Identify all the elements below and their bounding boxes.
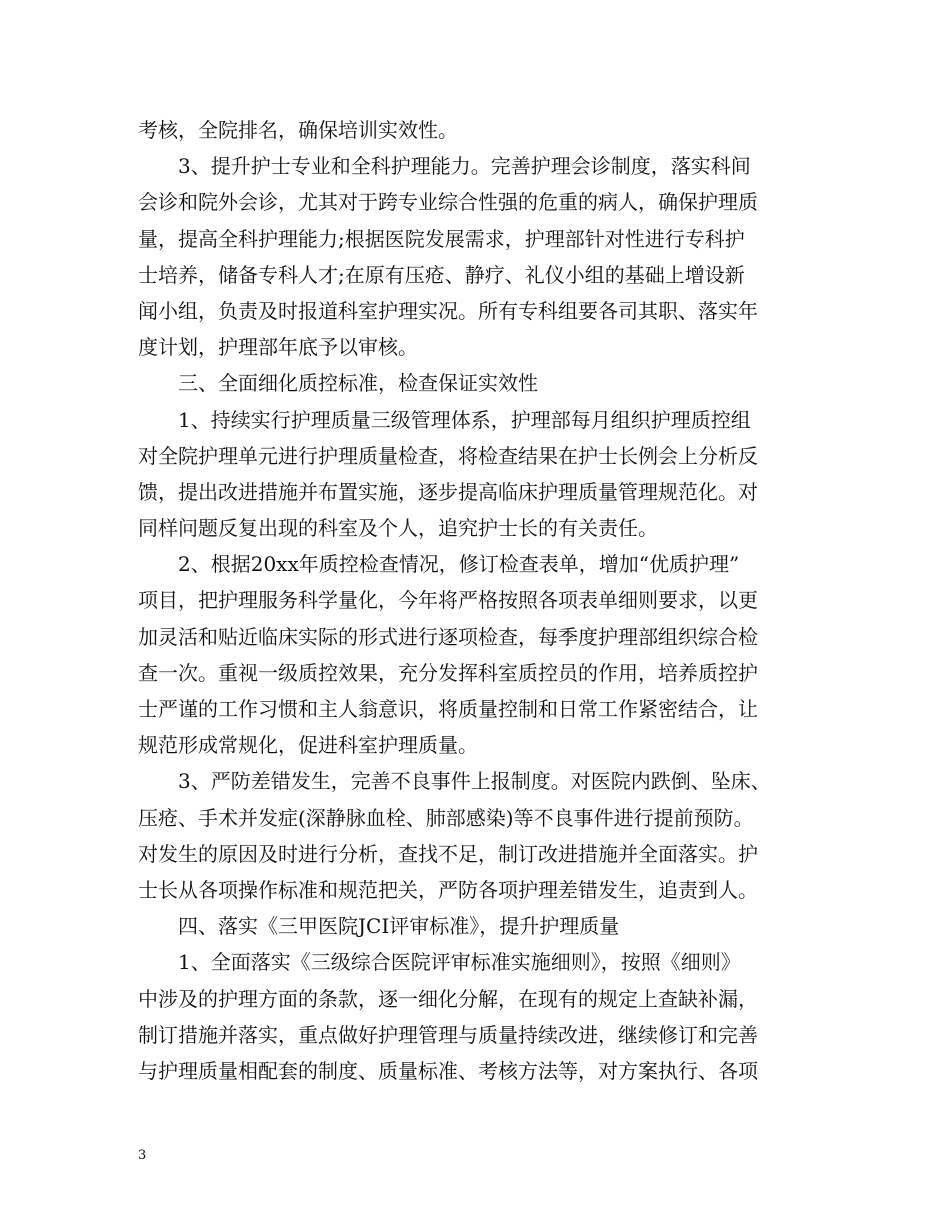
text-line: 士严谨的工作习惯和主人翁意识，将质量控制和日常工作紧密结合，让: [138, 697, 758, 721]
text-line: 同样问题反复出现的科室及个人，追究护士长的有关责任。: [138, 516, 658, 541]
text-line: 规范形成常规化，促进科室护理质量。: [138, 733, 478, 758]
text-line: 对全院护理单元进行护理质量检查，将检查结果在护士长例会上分析反: [138, 443, 758, 468]
text-line: 对发生的原因及时进行分析，查找不足，制订改进措施并全面落实。护: [138, 841, 758, 866]
text-line: 项目，把护理服务科学量化，今年将严格按照各项表单细则要求，以更: [138, 588, 758, 613]
text-line: 闻小组，负责及时报道科室护理实况。所有专科组要各司其职、落实年: [138, 298, 758, 323]
text-line: 士长从各项操作标准和规范把关，严防各项护理差错发生，追责到人。: [138, 877, 758, 902]
text-line: 士培养，储备专科人才;在原有压疮、静疗、礼仪小组的基础上增设新: [138, 262, 745, 287]
paragraph-start-line: 2、根据20xx年质控检查情况，修订检查表单，增加“优质护理”: [178, 552, 740, 577]
text-line: 馈，提出改进措施并布置实施，逐步提高临床护理质量管理规范化。对: [138, 479, 758, 504]
paragraph-start-line: 3、提升护士专业和全科护理能力。完善护理会诊制度，落实科间: [178, 154, 751, 179]
page-number: 3: [138, 1148, 147, 1163]
text-line: 量，提高全科护理能力;根据医院发展需求，护理部针对性进行专科护: [138, 226, 745, 251]
section-heading: 三、全面细化质控标准，检查保证实效性: [178, 371, 538, 396]
text-line: 制订措施并落实，重点做好护理管理与质量持续改进，继续修订和完善: [138, 1022, 758, 1047]
section-heading: 四、落实《三甲医院JCI评审标准》，提升护理质量: [178, 914, 620, 939]
document-body: [138, 112, 818, 1089]
paragraph-start-line: 3、严防差错发生，完善不良事件上报制度。对医院内跌倒、坠床、: [178, 769, 771, 794]
text-line: 与护理质量相配套的制度、质量标准、考核方法等，对方案执行、各项: [138, 1058, 758, 1083]
text-line: 加灵活和贴近临床实际的形式进行逐项检查，每季度护理部组织综合检: [138, 624, 758, 649]
text-line: 度计划，护理部年底予以审核。: [138, 335, 418, 360]
text-line: 考核，全院排名，确保培训实效性。: [138, 118, 458, 142]
text-line: 查一次。重视一级质控效果，充分发挥科室质控员的作用，培养质控护: [138, 660, 758, 685]
paragraph-start-line: 1、全面落实《三级综合医院评审标准实施细则》，按照《细则》: [178, 950, 741, 975]
text-line: 会诊和院外会诊，尤其对于跨专业综合性强的危重的病人，确保护理质: [138, 190, 758, 215]
paragraph-start-line: 1、持续实行护理质量三级管理体系，护理部每月组织护理质控组: [178, 407, 751, 432]
text-line: 中涉及的护理方面的条款，逐一细化分解，在现有的规定上查缺补漏，: [138, 986, 758, 1011]
text-line: 压疮、手术并发症(深静脉血栓、肺部感染)等不良事件进行提前预防。: [138, 805, 754, 830]
